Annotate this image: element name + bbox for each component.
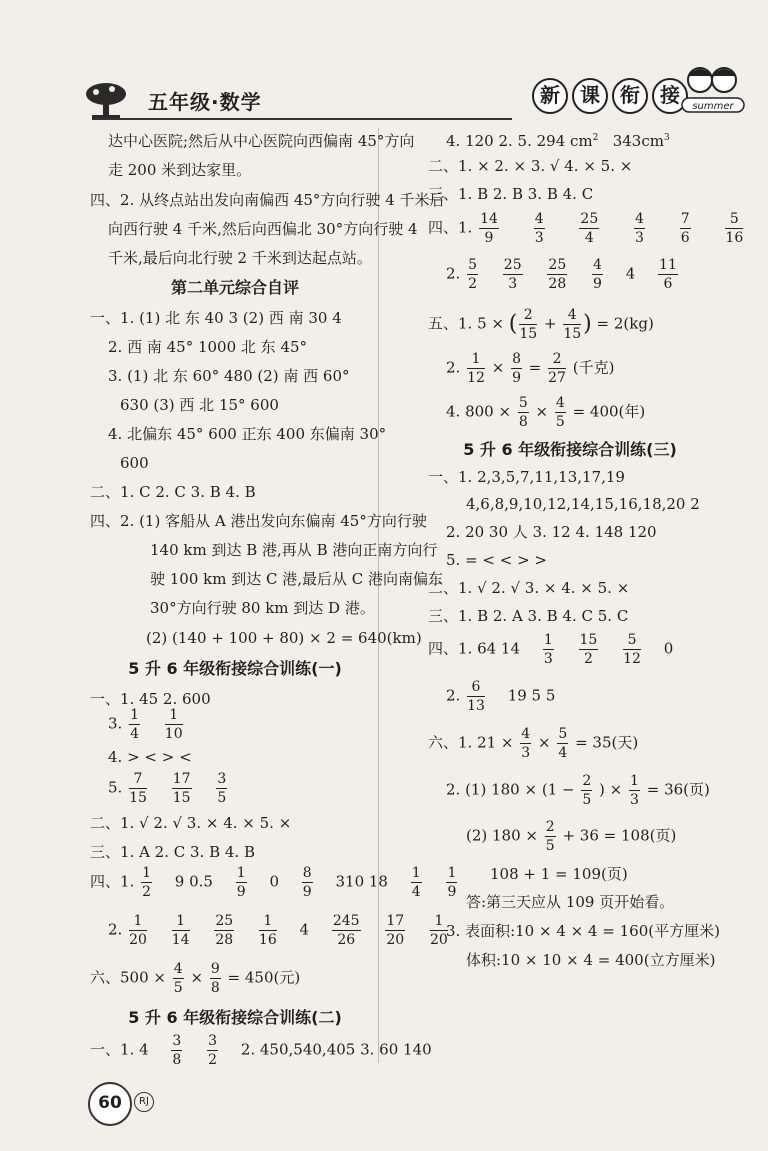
fraction: $\frac{2}{27}$ <box>548 351 566 386</box>
value: 343cm <box>612 132 664 150</box>
item-label: 六、1. 21 × <box>428 733 514 752</box>
superscript: 3 <box>663 133 670 143</box>
fraction: $\frac{4}{3}$ <box>521 726 531 761</box>
value: 9 0.5 <box>174 872 213 891</box>
value: 310 18 <box>335 872 388 891</box>
fraction: $\frac{4}{15}$ <box>563 307 582 342</box>
fraction: $\frac{1}{16}$ <box>258 913 277 948</box>
fraction: $\frac{7}{6}$ <box>680 211 690 246</box>
text-line: 一、1. 45 2. 600 <box>90 690 211 708</box>
fraction: $\frac{2}{5}$ <box>545 819 555 854</box>
fraction: $\frac{8}{9}$ <box>302 865 312 900</box>
math-line <box>428 212 745 245</box>
fraction: $\frac{1}{3}$ <box>543 632 553 667</box>
fraction: $\frac{11}{6}$ <box>659 257 677 292</box>
superscript: 2 <box>592 133 599 143</box>
fraction: $\frac{3}{2}$ <box>208 1033 218 1068</box>
fraction: $\frac{17}{20}$ <box>386 913 405 948</box>
fraction: $\frac{8}{9}$ <box>512 351 521 386</box>
text-line: 140 km 到达 B 港,再从 B 港向正南方向行 <box>150 541 438 559</box>
math-line <box>428 727 638 760</box>
fraction: $\frac{4}{5}$ <box>173 961 183 996</box>
fraction: $\frac{25}{4}$ <box>580 211 599 246</box>
math-line <box>446 680 555 713</box>
math-line <box>90 866 459 899</box>
text-line: 走 200 米到达家里。 <box>108 161 252 179</box>
page-number: 60 <box>88 1082 132 1126</box>
text-line: 二、1. × 2. × 3. √ 4. × 5. × <box>428 157 633 175</box>
text-line: (2) (140 + 100 + 80) × 2 = 640(km) <box>146 629 422 647</box>
text-line: 30°方向行驶 80 km 到达 D 港。 <box>150 599 375 617</box>
item-label: 2. (1) 180 × (1 − <box>446 780 575 799</box>
text-line: 三、1. A 2. C 3. B 4. B <box>90 843 255 861</box>
fraction: $\frac{1}{9}$ <box>236 865 246 900</box>
text-line: 4. 北偏东 45° 600 正东 400 东偏南 30° <box>108 425 387 443</box>
text-line: 四、2. (1) 客船从 A 港出发向东偏南 45°方向行驶 <box>90 512 427 530</box>
text-line: 驶 100 km 到达 C 港,最后从 C 港向南偏东 <box>150 570 444 588</box>
item-label: 3. <box>108 714 123 733</box>
value: = 35(天) <box>575 733 639 752</box>
text-line: 2. 20 30 人 3. 12 4. 148 120 <box>446 523 657 541</box>
text-line: 630 (3) 西 北 15° 600 <box>120 396 279 414</box>
brand-title <box>532 78 688 114</box>
fraction: $\frac{25}{28}$ <box>215 913 234 948</box>
math-line <box>446 774 710 807</box>
math-line <box>108 772 229 805</box>
summer-badge: summer <box>692 101 734 112</box>
text-line: 4. > < > < <box>108 748 192 766</box>
math-line <box>108 708 185 741</box>
math-line <box>446 258 680 291</box>
text-line: 四、2. 从终点站出发向南偏西 45°方向行驶 4 千米后 <box>90 191 445 209</box>
text-line: 体积:10 × 10 × 4 = 400(立方厘米) <box>466 951 716 969</box>
math-line <box>90 1034 432 1067</box>
item-label: 2. <box>108 920 123 939</box>
section-heading: 第二单元综合自评 <box>170 278 299 297</box>
brand-char: 新 <box>532 78 568 114</box>
item-label: 四、1. <box>90 872 135 891</box>
item-label: 2. <box>446 264 461 283</box>
text-line: 5. = < < > > <box>446 551 547 569</box>
text-line: 一、1. 2,3,5,7,11,13,17,19 <box>428 468 625 486</box>
text-line: 3. (1) 北 东 60° 480 (2) 南 西 60° <box>108 367 350 385</box>
text-line: 二、1. C 2. C 3. B 4. B <box>90 483 256 501</box>
text-line: 达中心医院;然后从中心医院向西偏南 45°方向 <box>108 132 415 150</box>
brand-char: 课 <box>572 78 608 114</box>
item-label: 四、1. <box>428 218 473 237</box>
value: 4 <box>625 264 636 283</box>
fraction: $\frac{9}{8}$ <box>210 961 220 996</box>
grade-subject-title: 五年级·数学 <box>148 90 262 114</box>
operator: × <box>535 402 549 421</box>
text-line: 三、1. B 2. B 3. B 4. C <box>428 185 594 203</box>
header-rule <box>92 118 512 120</box>
fraction: $\frac{2}{15}$ <box>519 307 538 342</box>
item-label: 4. 800 × <box>446 402 512 421</box>
item-label: 5. <box>108 778 123 797</box>
operator: ) × <box>599 780 623 799</box>
value: + 36 = 108(页) <box>562 826 677 845</box>
math-line: 五、1. 5 × ( $\frac{2}{15}$ + $\frac{4}{15}$ ) = 2(kg) <box>428 307 654 342</box>
math-line <box>428 633 673 666</box>
fraction: $\frac{4}{9}$ <box>593 257 602 292</box>
fraction: $\frac{1}{4}$ <box>130 707 140 742</box>
fraction: $\frac{3}{5}$ <box>217 771 227 806</box>
text-line: 一、1. (1) 北 东 40 3 (2) 西 南 30 4 <box>90 309 342 327</box>
operator: = <box>528 358 542 377</box>
text-line: 2. 西 南 45° 1000 北 东 45° <box>108 338 308 356</box>
fraction: $\frac{1}{14}$ <box>171 913 190 948</box>
value: = 36(页) <box>646 780 710 799</box>
fraction: $\frac{4}{3}$ <box>635 211 644 246</box>
fraction: $\frac{5}{12}$ <box>623 632 641 667</box>
item-label: 五、1. 5 × <box>428 314 504 333</box>
item-label: 六、500 × <box>90 968 166 987</box>
operator: × <box>491 358 505 377</box>
kids-mascot-icon <box>678 64 748 120</box>
value: = 400(年) <box>572 402 646 421</box>
item-label: 一、1. 4 <box>90 1040 149 1059</box>
value: = 2(kg) <box>596 314 654 333</box>
text-line: 二、1. √ 2. √ 3. × 4. × 5. × <box>90 814 292 832</box>
fraction: $\frac{2}{5}$ <box>582 773 592 808</box>
math-line <box>446 352 614 385</box>
fraction: $\frac{4}{5}$ <box>555 395 565 430</box>
text-line: 向西行驶 4 千米,然后向西偏北 30°方向行驶 4 <box>108 220 418 238</box>
fraction: $\frac{7}{15}$ <box>129 771 147 806</box>
value: 0 <box>269 872 279 891</box>
section-heading: 5 升 6 年级衔接综合训练(三) <box>463 440 677 459</box>
item-label: 2. <box>446 358 461 377</box>
section-heading: 5 升 6 年级衔接综合训练(二) <box>128 1008 342 1027</box>
fraction: $\frac{4}{3}$ <box>534 211 544 246</box>
value: = 450(元) <box>227 968 301 987</box>
fraction: $\frac{25}{3}$ <box>503 257 522 292</box>
text-line: 3. 表面积:10 × 4 × 4 = 160(平方厘米) <box>446 922 720 940</box>
fraction: $\frac{5}{4}$ <box>558 726 568 761</box>
fraction: $\frac{3}{8}$ <box>172 1033 182 1068</box>
fraction: $\frac{1}{9}$ <box>447 865 457 900</box>
fraction: $\frac{5}{16}$ <box>725 211 744 246</box>
fraction: $\frac{1}{2}$ <box>142 865 152 900</box>
fraction: $\frac{1}{12}$ <box>467 351 485 386</box>
operator: + <box>543 314 557 333</box>
value: 2. 450,540,405 3. 60 140 <box>240 1040 432 1059</box>
fraction: $\frac{1}{20}$ <box>129 913 147 948</box>
item-label: (2) 180 × <box>466 826 538 845</box>
value: 19 5 5 <box>507 686 556 705</box>
math-line <box>108 914 450 947</box>
edition-mark: RJ <box>134 1092 154 1112</box>
text-line: 600 <box>120 454 149 472</box>
text-line: 答:第三天应从 109 页开始看。 <box>466 893 675 911</box>
text-line: 108 + 1 = 109(页) <box>490 865 628 883</box>
item-label: 四、1. 64 14 <box>428 639 521 658</box>
fraction: $\frac{5}{8}$ <box>518 395 528 430</box>
math-line <box>90 962 300 995</box>
fraction: $\frac{14}{9}$ <box>480 211 498 246</box>
fraction: $\frac{1}{3}$ <box>630 773 639 808</box>
fraction: $\frac{25}{28}$ <box>548 257 567 292</box>
math-line <box>466 820 676 853</box>
fraction: $\frac{245}{26}$ <box>332 913 360 948</box>
tree-logo-icon <box>82 80 130 120</box>
math-line <box>446 396 645 429</box>
fraction: $\frac{1}{20}$ <box>429 913 448 948</box>
fraction: $\frac{1}{10}$ <box>164 707 183 742</box>
operator: × <box>190 968 204 987</box>
section-heading: 5 升 6 年级衔接综合训练(一) <box>128 659 342 678</box>
text-line: 二、1. √ 2. √ 3. × 4. × 5. × <box>428 579 630 597</box>
fraction: $\frac{6}{13}$ <box>467 679 485 714</box>
text-line: 千米,最后向北行驶 2 千米到达起点站。 <box>108 249 372 267</box>
item-label: 2. <box>446 686 461 705</box>
fraction: $\frac{1}{4}$ <box>411 865 421 900</box>
value: (千克) <box>572 358 615 377</box>
text-line: 4,6,8,9,10,12,14,15,16,18,20 2 <box>466 495 700 513</box>
text-line <box>446 128 670 151</box>
value: 0 <box>663 639 674 658</box>
text-line: 三、1. B 2. A 3. B 4. C 5. C <box>428 607 629 625</box>
operator: × <box>538 733 551 752</box>
brand-char: 接 <box>652 78 688 114</box>
fraction: $\frac{5}{2}$ <box>468 257 478 292</box>
value: 4. 120 2. 5. 294 cm <box>446 132 593 150</box>
fraction: $\frac{17}{15}$ <box>172 771 191 806</box>
value: 4 <box>299 920 310 939</box>
fraction: $\frac{15}{2}$ <box>579 632 598 667</box>
brand-char: 衔 <box>612 78 648 114</box>
